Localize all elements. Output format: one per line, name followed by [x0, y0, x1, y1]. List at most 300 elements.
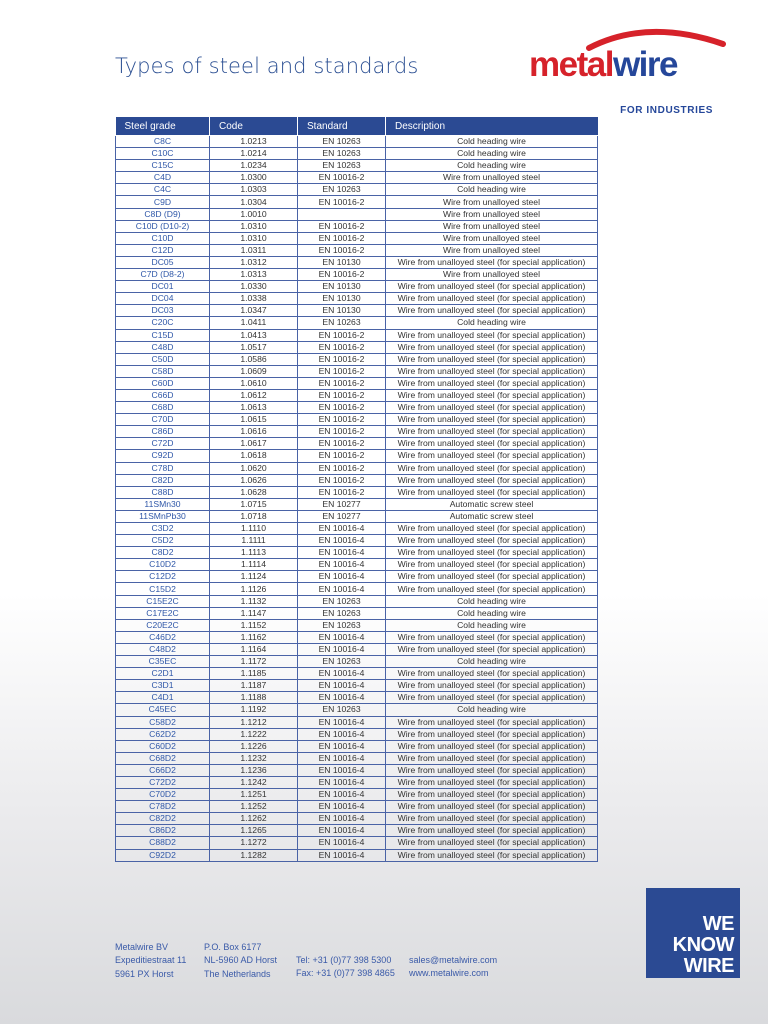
cell-code: 1.0586 — [210, 353, 298, 365]
cell-standard: EN 10016-4 — [298, 643, 386, 655]
table-row — [116, 728, 598, 740]
cell-steel-grade: C66D — [116, 389, 210, 401]
cell-steel-grade: C78D — [116, 462, 210, 474]
cell-description: Automatic screw steel — [386, 498, 598, 510]
cell-description: Wire from unalloyed steel (for special application) — [386, 559, 598, 571]
badge-line-3: WIRE — [683, 955, 734, 977]
cell-steel-grade: C5D2 — [116, 535, 210, 547]
cell-code: 1.1147 — [210, 607, 298, 619]
cell-standard: EN 10016-2 — [298, 329, 386, 341]
cell-description: Wire from unalloyed steel (for special application) — [386, 293, 598, 305]
cell-standard: EN 10130 — [298, 305, 386, 317]
cell-standard: EN 10016-4 — [298, 776, 386, 788]
footer-company: Metalwire BV — [115, 942, 169, 952]
cell-steel-grade: C8D2 — [116, 547, 210, 559]
cell-steel-grade: DC01 — [116, 281, 210, 293]
cell-description: Wire from unalloyed steel (for special application) — [386, 341, 598, 353]
table-row — [116, 825, 598, 837]
cell-standard: EN 10016-2 — [298, 450, 386, 462]
table-row — [116, 631, 598, 643]
logo-tagline: FOR INDUSTRIES — [620, 105, 713, 116]
cell-description: Wire from unalloyed steel (for special application) — [386, 462, 598, 474]
cell-code: 1.0411 — [210, 317, 298, 329]
cell-standard: EN 10016-2 — [298, 377, 386, 389]
steel-grades-table — [115, 117, 598, 862]
table-row — [116, 402, 598, 414]
cell-steel-grade: C68D2 — [116, 752, 210, 764]
cell-code: 1.1222 — [210, 728, 298, 740]
cell-standard: EN 10016-2 — [298, 438, 386, 450]
cell-code: 1.0310 — [210, 220, 298, 232]
cell-steel-grade: C78D2 — [116, 801, 210, 813]
cell-standard: EN 10016-4 — [298, 535, 386, 547]
cell-steel-grade: C86D2 — [116, 825, 210, 837]
cell-code: 1.0715 — [210, 498, 298, 510]
table-row — [116, 208, 598, 220]
cell-description: Wire from unalloyed steel — [386, 220, 598, 232]
footer-contact — [409, 954, 497, 981]
table-row — [116, 353, 598, 365]
logo-arc-icon — [527, 24, 741, 84]
cell-description: Wire from unalloyed steel — [386, 208, 598, 220]
cell-steel-grade: C62D2 — [116, 728, 210, 740]
table-row — [116, 680, 598, 692]
cell-steel-grade: C60D — [116, 377, 210, 389]
cell-code: 1.1187 — [210, 680, 298, 692]
table-row — [116, 535, 598, 547]
cell-steel-grade: C8C — [116, 136, 210, 148]
cell-code: 1.1236 — [210, 764, 298, 776]
table-row — [116, 377, 598, 389]
cell-description: Wire from unalloyed steel (for special application) — [386, 716, 598, 728]
cell-code: 1.0609 — [210, 365, 298, 377]
cell-description: Wire from unalloyed steel (for special application) — [386, 740, 598, 752]
cell-steel-grade: C20C — [116, 317, 210, 329]
header-standard: Standard — [298, 117, 386, 136]
cell-description: Wire from unalloyed steel (for special application) — [386, 389, 598, 401]
cell-description: Wire from unalloyed steel (for special application) — [386, 281, 598, 293]
cell-code: 1.0620 — [210, 462, 298, 474]
cell-code: 1.0010 — [210, 208, 298, 220]
cell-description: Cold heading wire — [386, 656, 598, 668]
cell-description: Wire from unalloyed steel (for special application) — [386, 438, 598, 450]
cell-standard: EN 10277 — [298, 498, 386, 510]
table-row — [116, 619, 598, 631]
cell-standard: EN 10016-4 — [298, 631, 386, 643]
cell-description: Wire from unalloyed steel (for special application) — [386, 256, 598, 268]
cell-steel-grade: C72D — [116, 438, 210, 450]
cell-code: 1.0304 — [210, 196, 298, 208]
cell-code: 1.1251 — [210, 789, 298, 801]
table-row — [116, 438, 598, 450]
table-row — [116, 668, 598, 680]
table-row — [116, 510, 598, 522]
cell-code: 1.0347 — [210, 305, 298, 317]
cell-steel-grade: C70D — [116, 414, 210, 426]
cell-description: Wire from unalloyed steel (for special application) — [386, 329, 598, 341]
table-row — [116, 244, 598, 256]
cell-steel-grade: C2D1 — [116, 668, 210, 680]
cell-standard: EN 10016-4 — [298, 837, 386, 849]
cell-code: 1.0612 — [210, 389, 298, 401]
cell-code: 1.0313 — [210, 269, 298, 281]
header-steel-grade: Steel grade — [116, 117, 210, 136]
cell-standard: EN 10016-4 — [298, 813, 386, 825]
table-row — [116, 293, 598, 305]
footer-city: 5961 PX Horst — [115, 968, 174, 979]
table-row — [116, 813, 598, 825]
cell-steel-grade: C72D2 — [116, 776, 210, 788]
cell-description: Wire from unalloyed steel (for special application) — [386, 692, 598, 704]
cell-description: Wire from unalloyed steel (for special application) — [386, 801, 598, 813]
cell-steel-grade: C17E2C — [116, 607, 210, 619]
cell-code: 1.1111 — [210, 535, 298, 547]
cell-code: 1.1124 — [210, 571, 298, 583]
cell-description: Cold heading wire — [386, 607, 598, 619]
cell-standard: EN 10263 — [298, 317, 386, 329]
cell-standard: EN 10016-4 — [298, 559, 386, 571]
cell-steel-grade: C15D — [116, 329, 210, 341]
cell-steel-grade: C15D2 — [116, 583, 210, 595]
cell-standard: EN 10016-4 — [298, 740, 386, 752]
cell-steel-grade: C46D2 — [116, 631, 210, 643]
cell-code: 1.1152 — [210, 619, 298, 631]
table-row — [116, 317, 598, 329]
cell-standard: EN 10016-2 — [298, 220, 386, 232]
cell-steel-grade: 11SMn30 — [116, 498, 210, 510]
cell-description: Cold heading wire — [386, 136, 598, 148]
cell-standard: EN 10016-2 — [298, 474, 386, 486]
cell-steel-grade: C45EC — [116, 704, 210, 716]
cell-code: 1.1172 — [210, 656, 298, 668]
cell-steel-grade: C58D2 — [116, 716, 210, 728]
table-row — [116, 692, 598, 704]
cell-code: 1.0311 — [210, 244, 298, 256]
cell-steel-grade: C60D2 — [116, 740, 210, 752]
cell-steel-grade: C4C — [116, 184, 210, 196]
cell-standard — [298, 208, 386, 220]
cell-code: 1.1265 — [210, 825, 298, 837]
cell-code: 1.1132 — [210, 595, 298, 607]
table-row — [116, 789, 598, 801]
cell-code: 1.0517 — [210, 341, 298, 353]
cell-standard: EN 10016-4 — [298, 716, 386, 728]
table-row — [116, 486, 598, 498]
table-row — [116, 172, 598, 184]
header-code: Code — [210, 117, 298, 136]
cell-description: Cold heading wire — [386, 704, 598, 716]
cell-code: 1.1232 — [210, 752, 298, 764]
cell-code: 1.0338 — [210, 293, 298, 305]
logo-text-blue: wire — [612, 45, 677, 84]
cell-standard: EN 10263 — [298, 607, 386, 619]
we-know-wire-badge — [646, 888, 740, 978]
badge-line-2: KNOW — [672, 934, 734, 956]
table-row — [116, 583, 598, 595]
cell-description: Cold heading wire — [386, 619, 598, 631]
cell-standard: EN 10016-4 — [298, 849, 386, 861]
cell-code: 1.0234 — [210, 160, 298, 172]
table-row — [116, 136, 598, 148]
cell-standard: EN 10016-4 — [298, 752, 386, 764]
table-row — [116, 716, 598, 728]
table-header-row — [116, 117, 598, 136]
cell-code: 1.0718 — [210, 510, 298, 522]
table-row — [116, 752, 598, 764]
cell-description: Wire from unalloyed steel — [386, 269, 598, 281]
cell-code: 1.0613 — [210, 402, 298, 414]
footer-email-link[interactable]: sales@metalwire.com — [409, 955, 498, 965]
cell-code: 1.0626 — [210, 474, 298, 486]
cell-standard: EN 10263 — [298, 184, 386, 196]
cell-description: Wire from unalloyed steel — [386, 232, 598, 244]
cell-code: 1.1164 — [210, 643, 298, 655]
cell-description: Wire from unalloyed steel (for special application) — [386, 837, 598, 849]
cell-description: Wire from unalloyed steel (for special application) — [386, 353, 598, 365]
cell-steel-grade: C88D — [116, 486, 210, 498]
cell-steel-grade: C70D2 — [116, 789, 210, 801]
cell-standard: EN 10277 — [298, 510, 386, 522]
cell-description: Wire from unalloyed steel (for special application) — [386, 377, 598, 389]
cell-steel-grade: C3D2 — [116, 523, 210, 535]
table-row — [116, 281, 598, 293]
table-row — [116, 232, 598, 244]
cell-code: 1.1188 — [210, 692, 298, 704]
table-row — [116, 559, 598, 571]
badge-line-1: WE — [702, 913, 734, 935]
cell-code: 1.1242 — [210, 776, 298, 788]
table-row — [116, 389, 598, 401]
cell-steel-grade: C82D — [116, 474, 210, 486]
table-row — [116, 764, 598, 776]
cell-standard: EN 10016-2 — [298, 353, 386, 365]
cell-standard: EN 10016-4 — [298, 680, 386, 692]
cell-steel-grade: C66D2 — [116, 764, 210, 776]
table-row — [116, 365, 598, 377]
table-row — [116, 571, 598, 583]
table-row — [116, 643, 598, 655]
cell-code: 1.0310 — [210, 232, 298, 244]
cell-description: Wire from unalloyed steel (for special application) — [386, 547, 598, 559]
cell-code: 1.0616 — [210, 426, 298, 438]
cell-standard: EN 10130 — [298, 256, 386, 268]
cell-description: Wire from unalloyed steel (for special application) — [386, 450, 598, 462]
cell-standard: EN 10016-2 — [298, 196, 386, 208]
table-row — [116, 305, 598, 317]
cell-description: Cold heading wire — [386, 595, 598, 607]
cell-code: 1.1226 — [210, 740, 298, 752]
cell-steel-grade: DC05 — [116, 256, 210, 268]
cell-steel-grade: C48D — [116, 341, 210, 353]
cell-code: 1.1114 — [210, 559, 298, 571]
cell-standard: EN 10016-2 — [298, 389, 386, 401]
cell-code: 1.1262 — [210, 813, 298, 825]
cell-standard: EN 10016-2 — [298, 462, 386, 474]
cell-standard: EN 10263 — [298, 148, 386, 160]
cell-standard: EN 10016-4 — [298, 789, 386, 801]
footer-postal-city: NL-5960 AD Horst — [204, 955, 278, 966]
cell-standard: EN 10263 — [298, 656, 386, 668]
cell-steel-grade: C50D — [116, 353, 210, 365]
cell-description: Wire from unalloyed steel (for special application) — [386, 764, 598, 776]
cell-standard: EN 10016-4 — [298, 692, 386, 704]
table-row — [116, 196, 598, 208]
table-row — [116, 474, 598, 486]
cell-code: 1.0300 — [210, 172, 298, 184]
cell-standard: EN 10016-2 — [298, 269, 386, 281]
cell-code: 1.0615 — [210, 414, 298, 426]
cell-code: 1.1185 — [210, 668, 298, 680]
cell-steel-grade: C20E2C — [116, 619, 210, 631]
table-row — [116, 776, 598, 788]
cell-steel-grade: C10C — [116, 148, 210, 160]
footer-country: The Netherlands — [204, 968, 271, 979]
cell-standard: EN 10263 — [298, 704, 386, 716]
cell-steel-grade: C7D (D8-2) — [116, 269, 210, 281]
cell-description: Wire from unalloyed steel (for special application) — [386, 752, 598, 764]
table-row — [116, 184, 598, 196]
cell-code: 1.0312 — [210, 256, 298, 268]
footer-address — [115, 941, 186, 981]
cell-standard: EN 10016-2 — [298, 365, 386, 377]
cell-steel-grade: C92D — [116, 450, 210, 462]
cell-code: 1.0214 — [210, 148, 298, 160]
table-row — [116, 704, 598, 716]
table-row — [116, 547, 598, 559]
cell-description: Wire from unalloyed steel (for special application) — [386, 571, 598, 583]
cell-description: Wire from unalloyed steel (for special application) — [386, 680, 598, 692]
table-row — [116, 220, 598, 232]
cell-standard: EN 10016-2 — [298, 244, 386, 256]
cell-standard: EN 10016-4 — [298, 547, 386, 559]
cell-code: 1.1113 — [210, 547, 298, 559]
table-row — [116, 256, 598, 268]
cell-standard: EN 10263 — [298, 619, 386, 631]
cell-steel-grade: C48D2 — [116, 643, 210, 655]
logo-text-red: metal — [529, 45, 613, 84]
cell-steel-grade: C10D — [116, 232, 210, 244]
table-row — [116, 498, 598, 510]
cell-code: 1.0303 — [210, 184, 298, 196]
table-row — [116, 341, 598, 353]
cell-code: 1.1212 — [210, 716, 298, 728]
table-row — [116, 595, 598, 607]
cell-description: Wire from unalloyed steel (for special application) — [386, 474, 598, 486]
cell-code: 1.0610 — [210, 377, 298, 389]
cell-description: Wire from unalloyed steel (for special application) — [386, 668, 598, 680]
page-title: Types of steel and standards — [115, 54, 419, 78]
cell-description: Wire from unalloyed steel (for special application) — [386, 365, 598, 377]
cell-description: Wire from unalloyed steel (for special application) — [386, 825, 598, 837]
cell-code: 1.0213 — [210, 136, 298, 148]
table-row — [116, 414, 598, 426]
cell-standard: EN 10016-2 — [298, 172, 386, 184]
cell-steel-grade: C15C — [116, 160, 210, 172]
cell-steel-grade: C86D — [116, 426, 210, 438]
cell-steel-grade: C35EC — [116, 656, 210, 668]
cell-steel-grade: 11SMnPb30 — [116, 510, 210, 522]
table-row — [116, 849, 598, 861]
cell-description: Wire from unalloyed steel (for special application) — [386, 523, 598, 535]
cell-steel-grade: C82D2 — [116, 813, 210, 825]
table-row — [116, 523, 598, 535]
cell-steel-grade: C58D — [116, 365, 210, 377]
cell-description: Wire from unalloyed steel (for special application) — [386, 305, 598, 317]
cell-steel-grade: C68D — [116, 402, 210, 414]
table-row — [116, 450, 598, 462]
footer-phone — [296, 954, 395, 981]
table-row — [116, 329, 598, 341]
cell-description: Wire from unalloyed steel (for special application) — [386, 402, 598, 414]
cell-standard: EN 10016-4 — [298, 801, 386, 813]
header-description: Description — [386, 117, 598, 136]
cell-steel-grade: C9D — [116, 196, 210, 208]
cell-standard: EN 10263 — [298, 595, 386, 607]
cell-standard: EN 10263 — [298, 160, 386, 172]
cell-standard: EN 10016-4 — [298, 583, 386, 595]
cell-steel-grade: C4D1 — [116, 692, 210, 704]
cell-description: Wire from unalloyed steel (for special application) — [386, 643, 598, 655]
cell-standard: EN 10016-4 — [298, 571, 386, 583]
cell-code: 1.0413 — [210, 329, 298, 341]
table-row — [116, 269, 598, 281]
cell-code: 1.0618 — [210, 450, 298, 462]
cell-steel-grade: C4D — [116, 172, 210, 184]
cell-code: 1.1272 — [210, 837, 298, 849]
cell-steel-grade: C12D — [116, 244, 210, 256]
cell-description: Cold heading wire — [386, 317, 598, 329]
cell-code: 1.0628 — [210, 486, 298, 498]
cell-code: 1.0617 — [210, 438, 298, 450]
cell-standard: EN 10130 — [298, 281, 386, 293]
cell-standard: EN 10016-2 — [298, 414, 386, 426]
metalwire-logo — [527, 24, 741, 116]
cell-description: Wire from unalloyed steel (for special application) — [386, 486, 598, 498]
cell-steel-grade: C88D2 — [116, 837, 210, 849]
table-row — [116, 837, 598, 849]
cell-description: Wire from unalloyed steel (for special application) — [386, 849, 598, 861]
cell-code: 1.1110 — [210, 523, 298, 535]
cell-steel-grade: C15E2C — [116, 595, 210, 607]
table-row — [116, 148, 598, 160]
cell-description: Wire from unalloyed steel — [386, 196, 598, 208]
cell-description: Wire from unalloyed steel (for special application) — [386, 414, 598, 426]
cell-description: Wire from unalloyed steel (for special application) — [386, 583, 598, 595]
footer-tel: Tel: +31 (0)77 398 5300 — [296, 955, 392, 965]
cell-steel-grade: C10D2 — [116, 559, 210, 571]
table-row — [116, 160, 598, 172]
cell-standard: EN 10016-4 — [298, 523, 386, 535]
cell-standard: EN 10016-4 — [298, 764, 386, 776]
cell-standard: EN 10263 — [298, 136, 386, 148]
cell-code: 1.1162 — [210, 631, 298, 643]
cell-standard: EN 10016-4 — [298, 825, 386, 837]
cell-description: Wire from unalloyed steel (for special application) — [386, 813, 598, 825]
cell-code: 1.0330 — [210, 281, 298, 293]
footer-postal — [204, 941, 277, 981]
cell-description: Wire from unalloyed steel (for special application) — [386, 728, 598, 740]
cell-steel-grade: C3D1 — [116, 680, 210, 692]
cell-description: Wire from unalloyed steel (for special application) — [386, 426, 598, 438]
cell-standard: EN 10016-2 — [298, 232, 386, 244]
cell-standard: EN 10016-2 — [298, 486, 386, 498]
cell-steel-grade: C8D (D9) — [116, 208, 210, 220]
cell-code: 1.1126 — [210, 583, 298, 595]
footer-website-link[interactable]: www.metalwire.com — [409, 968, 489, 979]
table-row — [116, 426, 598, 438]
cell-description: Wire from unalloyed steel (for special application) — [386, 631, 598, 643]
cell-description: Wire from unalloyed steel — [386, 172, 598, 184]
